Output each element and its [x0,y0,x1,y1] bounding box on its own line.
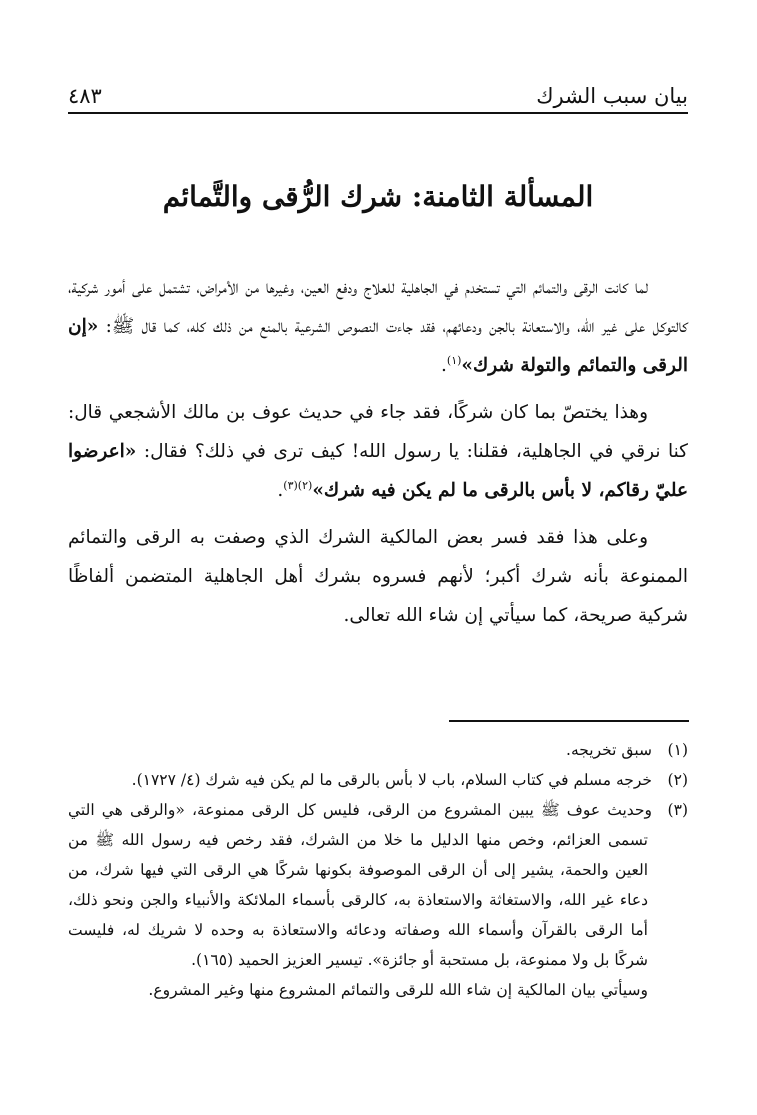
footnote-3-number: (٣) [667,801,688,819]
paragraph-3: وعلى هذا فقد فسر بعض المالكية الشرك الذي وصفت به الرقى والتمائم الممنوعة بأنه شرك أكبر؛ لأنهم فسروه بشرك أهل الجاهلية المتضمن ألفاظًا شركية صريحة، كما سيأتي إن شاء الله تعالى. [68,527,688,626]
main-text [68,268,688,643]
paragraph-1-end: . [441,355,447,376]
header-rule [68,112,688,114]
hadith-quote-2: «اعرضوا عليّ رقاكم، لا بأس بالرقى ما لم يكن فيه شرك» [68,441,688,501]
hadith-quote-1: «إن الرقى والتمائم والتولة شرك» [68,316,688,376]
paragraph-1 [68,268,688,385]
footnote-3-continuation: وسيأتي بيان المالكية إن شاء الله للرقى والتمائم المشروع منها وغير المشروع. [148,981,648,999]
footnote-rule [449,720,689,722]
section-title: المسألة الثامنة: شرك الرُّقى والتَّمائم [162,180,594,213]
footnote-3 [68,795,688,975]
footnote-3-text: وحديث عوف ﷺ يبين المشروع من الرقى، فليس كل الرقى ممنوعة، «والرقى هي التي تسمى العزائم، وخص منها الدليل ما خلا من الشرك، فقد رخص فيه رسول الله ﷺ من العين والحمة، يشير إلى أن الرقى الموصوفة بكونها شركًا هي الرقى التي فيها شرك، من دعاء غير الله، والاستغاثة والاستعاذة به، كالرقى بأسماء الملائكة والأنبياء والجن ونحو ذلك، أما الرقى بالقرآن وأسماء الله وصفاته ودعائه والاستعاذة به وحده لا شريك له، فليست شركًا بل ولا ممنوعة، بل مستحبة أو جائزة». تيسير العزيز الحميد (١٦٥). [68,801,652,969]
paragraph-1-text: لما كانت الرقى والتمائم التي تستخدم في الجاهلية للعلاج ودفع العين، وغيرها من الأمراض، تشتمل على أمور شركية، كالتوكل على غير الله، والاستعانة بالجن ودعائهم، فقد جاءت النصوص الشرعية بالمنع من ذلك كله، كما قال ﷺ: [68,277,688,337]
footnote-2 [68,765,688,795]
footnote-ref-3[interactable]: (٣) [283,478,298,492]
footnotes [68,735,688,1005]
footnote-1-text: سبق تخريجه. [566,741,652,759]
footnote-2-number: (٢) [667,771,688,789]
paragraph-2 [68,393,688,510]
paragraph-2-end: . [277,480,284,501]
footnote-1-number: (١) [667,741,688,759]
footnote-1 [68,735,688,765]
running-head [68,78,688,112]
page-number: ٤٨٣ [68,84,102,108]
paragraph-2-text: وهذا يختصّ بما كان شركًا، فقد جاء في حديث عوف بن مالك الأشجعي قال: كنا نرقي في الجاهلية، فقلنا: يا رسول الله! كيف ترى في ذلك؟ فقال: [68,402,688,462]
footnote-2-text: خرجه مسلم في كتاب السلام، باب لا بأس بالرقى ما لم يكن فيه شرك (٤/ ١٧٢٧). [131,771,652,789]
footnote-ref-1[interactable]: (١) [446,353,462,367]
running-title: بيان سبب الشرك [536,84,688,108]
footnote-ref-2[interactable]: (٢) [297,478,313,492]
